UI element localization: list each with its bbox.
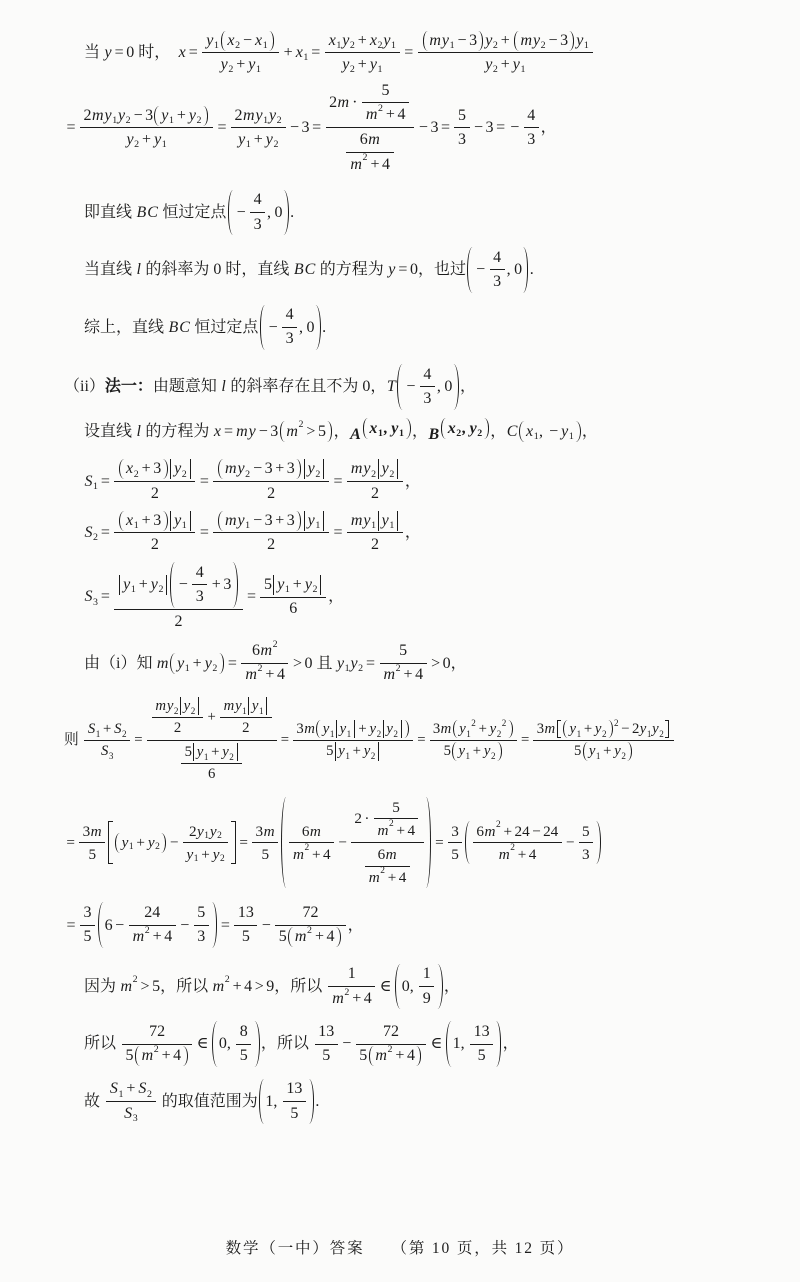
math-line: （ii） 法一： 由题意知 l 的斜率存在且不为 0， T − $\frac{4}{3}$ , 0 ， (64, 364, 772, 409)
math-line: 综上，直线 B C 恒过定点 − $\frac{4}{3}$ , 0 . (84, 305, 772, 350)
math-line: = 3 m 5 y 1 + y 2 − 2 y 1 y 2 y 1 + y 2 = 3 m 5 6 m m 2 + 4 − 2 · 5 m 2 + 4 6 m m 2 + 4 = $\frac{3}{5}$ 6 m 2 + 2 4 − 2 4 m 2 + 4 − $\frac{5}{3}$ (64, 797, 772, 889)
math-line: = $\frac{3}{5}$ 6 − 2 4 m 2 + 4 − $\frac{5}{3}$ = 1 3 5 − 7 2 5 m 2 + 4 ， (64, 902, 772, 947)
math-line: S 3 = y 1 + y 2 − $\frac{4}{3}$ + 3 2 = 5 y 1 + y 2 6 ， (84, 562, 772, 633)
math-line: 故 S 1 + S 2 S 3 的取值范围为 1 , 1 3 5 . (84, 1080, 320, 1125)
math-line: 则 S 1 + S 2 S 3 = m y 2 y 2 2 + m y 1 y 1 2 5 y 1 + y 2 6 = 3 m y 1 y 1 + y 2 y 2 5 y 1 + y 2 = 3 m y 1 2 + y 2 2 5 y 1 + y 2 = 3 m y 1 + y 2 2 − 2 y 1 y 2 5 y 1 + y 2 (64, 696, 772, 785)
math-line: 设直线 l 的方程为 x = m y − 3 m 2 > 5 ， A x 1 , y 1 ， B x 2 , y 2 ， C x 1 , − y 1 ， (84, 419, 598, 443)
math-line: S 2 = x 1 + 3 y 1 2 = m y 1 − 3 + 3 y 1 2 = m y 1 y 1 2 ， (84, 511, 421, 553)
math-line: S 1 = x 2 + 3 y 2 2 = m y 2 − 3 + 3 y 2 2 = m y 2 y 2 2 ， (84, 460, 421, 502)
footer-text: 数学（一中）答案 （第 10 页，共 12 页） (225, 1240, 575, 1257)
math-line: 即直线 B C 恒过定点 − $\frac{4}{3}$ , 0 . (84, 190, 772, 235)
math-line: 因为 m 2 > 5 ，所以 m 2 + 4 > 9 ，所以 1 m 2 + 4 ∈ 0 , 1 9 ， (84, 964, 772, 1009)
math-line: 所以 7 2 5 m 2 + 4 ∈ 0 , 8 5 ，所以 1 3 5 − 7 2 5 m 2 + 4 ∈ 1 , 1 3 5 ， (84, 1021, 772, 1066)
page-footer (0, 1236, 800, 1258)
math-line: = 2 m y 1 y 2 − 3 y 1 + y 2 y 2 + y 1 = 2 m y 1 y 2 y 1 + y 2 − 3 = 2 m · 5 m 2 + 4 6 m m 2 + 4 − 3 = $\frac{5}{3}$ − 3 = − $\frac{4}{3}$ ， (64, 79, 772, 175)
solution-lines (64, 30, 772, 1124)
math-line: 当直线 l 的斜率为 0 时，直线 B C 的方程为 y = 0 ，也过 − $\frac{4}{3}$ , 0 . (84, 247, 772, 292)
math-line: 由（i）知 m y 1 + y 2 = 6 m 2 m 2 + 4 > 0 且 y 1 y 2 = 5 m 2 + 4 > 0 ， (84, 638, 467, 684)
math-line: 当 y = 0 时， x = y 1 x 2 − x 1 y 2 + y 1 + x 1 = x 1 y 2 + x 2 y 1 y 2 + y 1 = m y 1 − 3 y 2 + m y 2 − 3 y 1 y 2 + y 1 (84, 30, 772, 75)
